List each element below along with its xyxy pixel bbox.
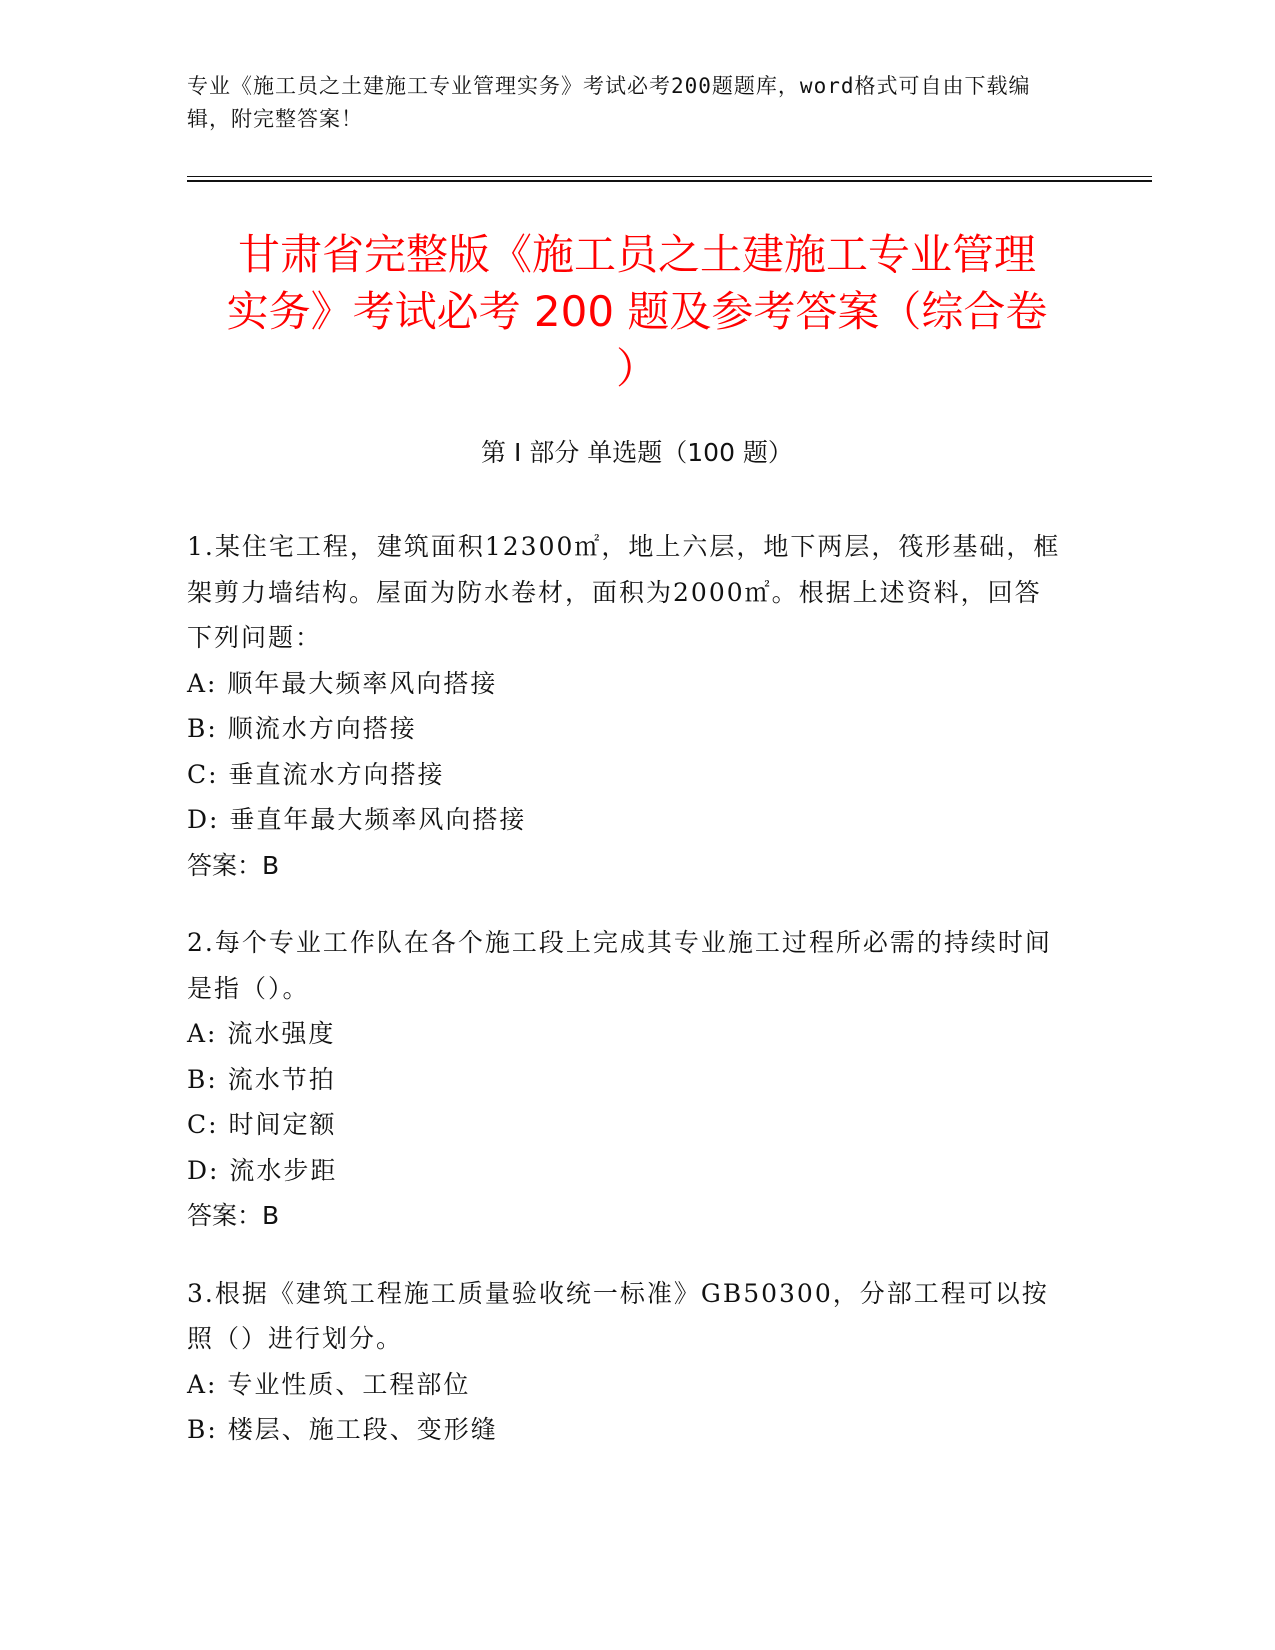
option-a: A: 顺年最大频率风向搭接 [187, 668, 498, 698]
option-d: D: 垂直年最大频率风向搭接 [187, 805, 527, 834]
document-title-line-1: 甘肃省完整版《施工员之土建施工专业管理 [237, 230, 1036, 279]
answer: 答案：B [187, 1201, 280, 1230]
option-d: D: 流水步距 [187, 1155, 338, 1185]
option-a: A: 专业性质、工程部位 [187, 1369, 471, 1399]
option-a: A: 流水强度 [187, 1019, 336, 1048]
option-b: B: 楼层、施工段、变形缝 [187, 1415, 498, 1444]
option-b: B: 流水节拍 [187, 1064, 336, 1094]
question-2 [187, 920, 1067, 1239]
section-heading: 第 I 部分 单选题（100 题） [481, 438, 793, 467]
option-c: C: 时间定额 [187, 1110, 337, 1139]
question-stem: 1.某住宅工程，建筑面积12300㎡，地上六层，地下两层，筏形基础，框架剪力墙结构。屋面为防水卷材，面积为2000㎡。根据上述资料，回答下列问题： [187, 532, 1061, 652]
question-3 [187, 1271, 1067, 1453]
intro-text: 专业《施工员之土建施工专业管理实务》考试必考200题题库，word格式可自由下载编辑，附完整答案！ [187, 74, 1031, 131]
question-stem: 3.根据《建筑工程施工质量验收统一标准》GB50300，分部工程可以按照（）进行划分。 [187, 1278, 1049, 1353]
document-title [187, 226, 1087, 397]
question-list [187, 524, 1067, 1485]
question-stem: 2.每个专业工作队在各个施工段上完成其专业施工过程所必需的持续时间是指（）。 [187, 928, 1052, 1003]
question-1 [187, 524, 1067, 888]
option-b: B: 顺流水方向搭接 [187, 714, 417, 743]
option-c: C: 垂直流水方向搭接 [187, 759, 445, 789]
document-title-line-3: ） [615, 344, 658, 393]
header-divider-thick [187, 180, 1152, 182]
header-divider-thin [187, 176, 1152, 177]
answer: 答案：B [187, 850, 280, 880]
document-title-line-2: 实务》考试必考 200 题及参考答案（综合卷 [226, 287, 1048, 336]
